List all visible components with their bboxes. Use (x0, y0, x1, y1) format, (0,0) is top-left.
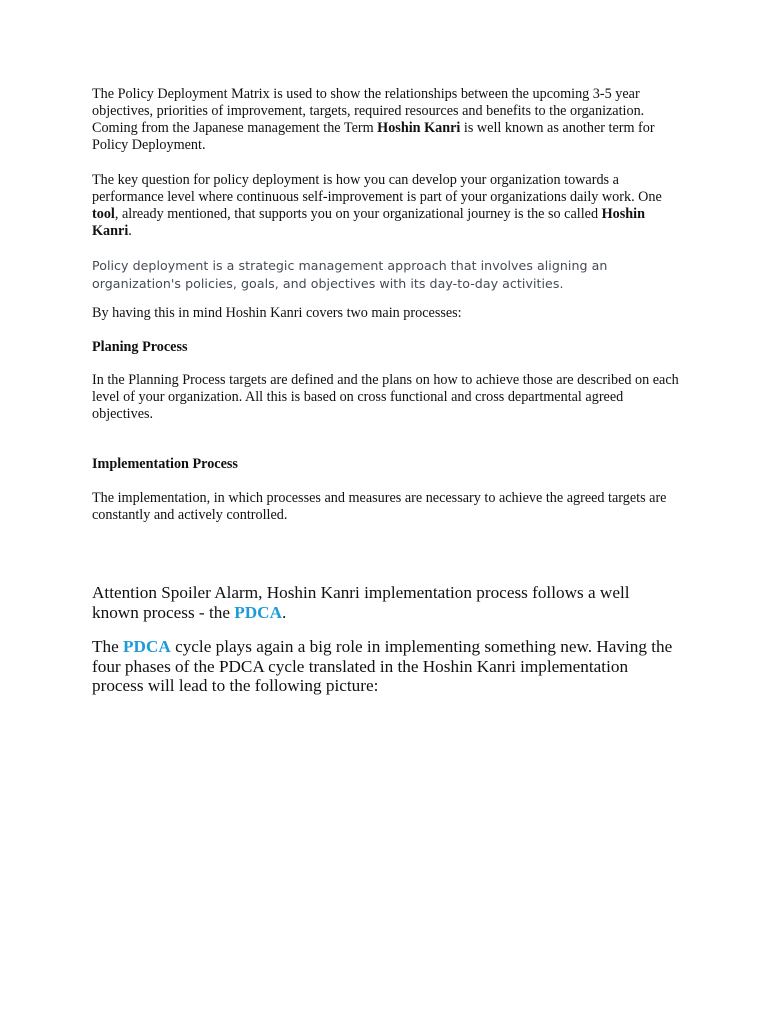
text-run: cycle plays again a big role in implementing something new. Having the four phases of the PDCA cycle translated in the Hoshin Kanri implementation process will lead to the following picture: (92, 637, 673, 695)
text-run: The key question for policy deployment is how you can develop your organization towards a performance level where continuous self-improvement is part of your organizations daily work. One (92, 172, 662, 205)
pdca-paragraph (92, 637, 677, 696)
implementation-heading: Implementation Process (92, 456, 238, 472)
text-run: Attention Spoiler Alarm, Hoshin Kanri implementation process follows a well known process - the (92, 583, 630, 622)
intro-paragraph: By having this in mind Hoshin Kanri covers two main processes: (92, 305, 462, 321)
bold-term: Hoshin Kanri (92, 206, 645, 239)
implementation-paragraph: The implementation, in which processes and measures are necessary to achieve the agreed targets are constantly and actively controlled. (92, 490, 667, 523)
policy-matrix-paragraph (92, 86, 682, 154)
pdca-link[interactable]: PDCA (123, 637, 171, 656)
text-run: The (92, 637, 124, 656)
key-question-paragraph (92, 172, 682, 240)
pdca-link[interactable]: PDCA (234, 602, 282, 622)
text-run: , already mentioned, that supports you on your organizational journey is the so called (114, 206, 602, 222)
text-run: The Policy Deployment Matrix is used to show the relationships between the upcoming 3-5 year objectives, priorities of improvement, targets, required resources and benefits to the organization. Coming from the Japanese management the Term (92, 86, 645, 136)
planning-heading: Planing Process (92, 339, 188, 355)
text-run: . (128, 223, 132, 239)
text-run: is well known as another term for Policy Deployment. (92, 120, 655, 153)
bold-term: Hoshin Kanri (377, 120, 461, 136)
text-run: . (282, 602, 287, 622)
planning-paragraph: In the Planning Process targets are defined and the plans on how to achieve those are described on each level of your organization. All this is based on cross functional and cross departmental agreed objectives. (92, 372, 679, 422)
bold-term: tool (92, 206, 115, 222)
definition-paragraph: Policy deployment is a strategic management approach that involves aligning an organization's policies, goals, and objectives with its day-to-day activities. (92, 258, 608, 291)
spoiler-paragraph (92, 583, 677, 622)
